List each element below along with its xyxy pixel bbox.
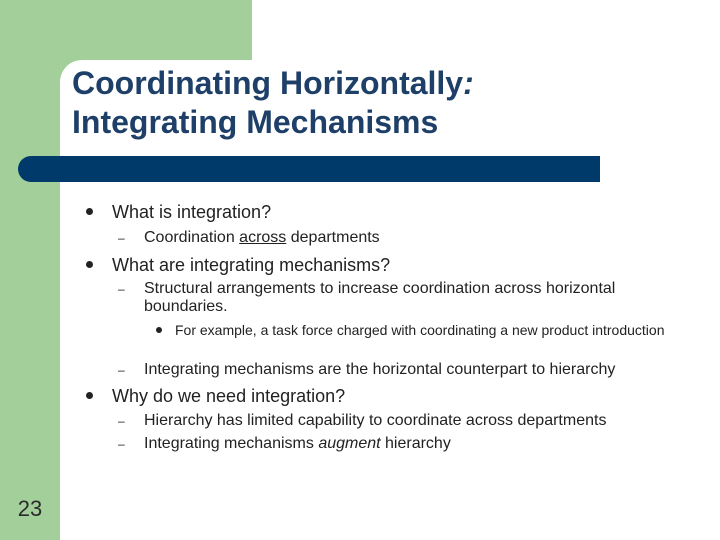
bullet-dot-icon [86,392,93,399]
dash-icon: – [118,414,125,428]
bullet-dot-icon [86,208,93,215]
dash-icon: – [118,437,125,451]
underlined-text: across [239,229,287,246]
bullet-dot-icon [156,327,162,333]
bullet-text: Integrating mechanisms are the horizontal counterpart to hierarchy [144,361,616,378]
text-part: hierarchy [380,435,451,452]
dash-icon: – [118,231,125,245]
text-part: departments [286,229,380,246]
bullet-text: What is integration? [112,202,272,222]
bullet-dot-icon [86,261,93,268]
dash-icon: – [118,282,125,296]
bullet-text: What are integrating mechanisms? [112,255,391,275]
sub-bullet-limited [118,412,694,430]
text-part: Coordination [144,229,240,246]
sub-bullet-structural [118,280,694,316]
bullet-why-integration [112,385,345,407]
bullet-text: Structural arrangements to increase coordination across horizontal boundaries. [144,280,616,315]
bullet-what-is-integration [112,201,271,223]
text-part: Integrating mechanisms [144,435,319,452]
title-line-2: Integrating Mechanisms [72,104,439,140]
slide-number: 23 [17,496,43,521]
bullet-what-are-mechanisms [112,254,390,276]
sub-bullet-counterpart [118,361,694,379]
title-line-1: Coordinating Horizontally [72,65,464,101]
sub-sub-bullet-example [175,322,695,339]
bullet-text: Hierarchy has limited capability to coordinate across departments [144,412,607,429]
italic-text: augment [318,435,381,452]
bullet-text: For example, a task force charged with coordinating a new product introduction [175,322,665,338]
title-colon: : [463,65,474,101]
sub-bullet-augment [118,435,694,453]
bullet-text: Why do we need integration? [112,386,346,406]
sub-bullet-coordination [118,229,694,247]
dash-icon: – [118,363,125,377]
